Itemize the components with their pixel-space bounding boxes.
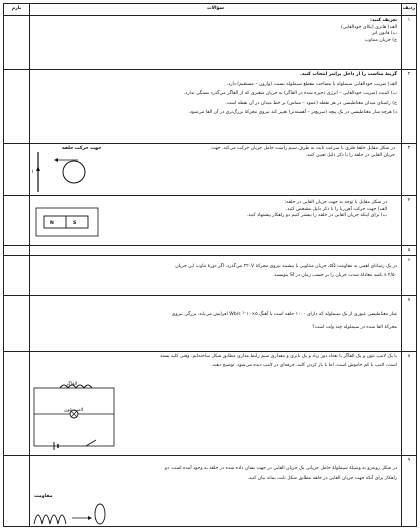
question-line: در شکل مقابل با توجه به جهت جریان القایی در حلقه: [284,200,387,205]
question-line: ج) جریان متناوب [364,37,397,43]
question-number: ۴ [401,196,416,245]
neon-lamp-label: لامپ نئون [64,408,84,413]
question-line: در شکل روبه‌رو به وسیلهٔ سیملولهٔ حامل جریانی یک جریان القایی در جهت نشان داده شده در حلقه به وجود آمده است. دو [164,466,397,471]
question-row-3 [4,144,416,196]
question-score [4,256,29,295]
question-line: در شکل مقابل حلقهٔ فلزی با سرعت ثابت به طرف سیم راست حامل جریان حرکت می‌کند. جهت [211,146,395,151]
question-line: ب) کمیت (ضریب خودالقایی – انرژی ذخیره شده در القاگر) به جریان متغیری که از القاگر می‌گذرد بستگی ندارد. [183,91,397,97]
question-number: ۷ [401,296,416,351]
header-score: بارم [11,6,22,11]
question-line: در یک رسانای اهمی به مقاومت ۵Ω، جریان متناوبی با بیشینه نیروی محرکهٔ ۲۲۰V می‌گذرد. اگر دورهٔ تناوب این جریان [175,264,397,269]
question-row-7 [4,296,416,352]
question-line: است، لامپ یا کم خاموش است، اما با باز کردن کلید، جرقه‌ای در لامپ دیده می‌شود. توضیح دهید. [211,362,397,368]
inductor-label: القاگر [66,382,78,387]
question-line: الف) هانری (یکای خودالقایی) [341,24,397,30]
question-row-1 [4,16,416,70]
question-line: جریان القایی در حلقه را با ذکر دلیل تعیین کنید. [305,152,395,158]
question-text [29,70,401,143]
question-line: تعریف کنید: [370,18,397,23]
question-line: گزینهٔ مناسب را از داخل پرانتز انتخاب کنید. [300,72,397,77]
question-row-6 [4,256,416,296]
header-number: ردیف [401,4,416,15]
question-score [4,246,29,255]
table-header [4,4,416,16]
question-number: ۵ [401,246,416,255]
magnet-north-label: N [50,221,54,226]
question-line: راهکار برای آنکه جهت جریان القایی در حلقه مطابق شکل ثابت بماند بیان کنید. [247,475,397,481]
question-score [4,352,29,455]
question-line: د) هرچه شار مغناطیسی در یک پیچه (سریع‌تر – آهسته‌تر) تغییر کند نیروی محرکهٔ بزرگ‌تری در آن القا می‌شود. [188,110,397,116]
question-line: الف) ضریب خودالقایی سیملوله با مساحت مقطع سیملوله نسبت (وارون – مستقیم) دارد. [226,81,397,87]
question-line: الف) جهت حرکت آهن‌ربا را با ذکر دلیل مشخص کنید. [285,206,387,212]
question-score [4,296,29,351]
header-question: سؤالات [29,4,401,15]
question-score [4,70,29,143]
question-score [4,196,29,245]
figure-label-motion: جهت حرکت حلقه [62,146,102,151]
question-line: ب) قانون لنز [372,31,397,37]
solenoid-figure [32,500,112,526]
question-row-2 [4,70,416,144]
figure-label-current: I [32,170,34,175]
question-text [29,16,401,69]
question-score [4,456,29,526]
question-line: ب) برای اینکه جریان القایی در حلقه را بیشتر کنیم دو راهکار پیشنهاد کنید. [246,213,387,219]
question-number: ۹ [401,456,416,526]
question-number: ۲ [401,70,416,143]
magnet-south-label: S [73,221,77,226]
question-row-9 [4,456,416,526]
question-number: ۶ [401,256,416,295]
magnet-loop-figure [32,206,102,238]
question-row-5 [4,246,416,256]
question-text [29,256,401,295]
loop-wire-figure [34,150,104,194]
question-line: ج) راستای میدان مغناطیسی در هر نقطه (عمود – مماس) بر خط میدان در آن نقطه است. [225,100,397,106]
exam-sheet [3,3,417,527]
question-line: شار مغناطیسی عبوری از یک سیملوله که دارای ۱۰۰۰ حلقه است با آهنگ ۵×۱۰⁻³ Wb/s افزایش می‌یابد. بزرگی نیروی [171,312,397,317]
question-score [4,16,29,69]
question-line: با یک لامپ نئون و یک القاگر با تعداد دور زیاد و یک باتری و مقداری سیم رابط مداری مطابق شکل ساخته‌ایم. وقتی کلید بسته [160,354,397,359]
question-number: ۸ [401,352,416,455]
question-row-4 [4,196,416,246]
question-number: ۳ [401,144,416,195]
question-text [29,246,401,255]
question-line: محرکهٔ القا شده در سیملوله چند ولت است؟ [312,324,397,330]
question-line: ۲/۵۰ s باشد معادلهٔ شدت جریان را بر حسب زمان در SI بنویسید. [272,272,397,278]
question-text [29,296,401,351]
question-number: ۱ [401,16,416,69]
question-row-8 [4,352,416,456]
resistor-label: مقاومت [34,494,53,499]
question-score [4,144,29,195]
